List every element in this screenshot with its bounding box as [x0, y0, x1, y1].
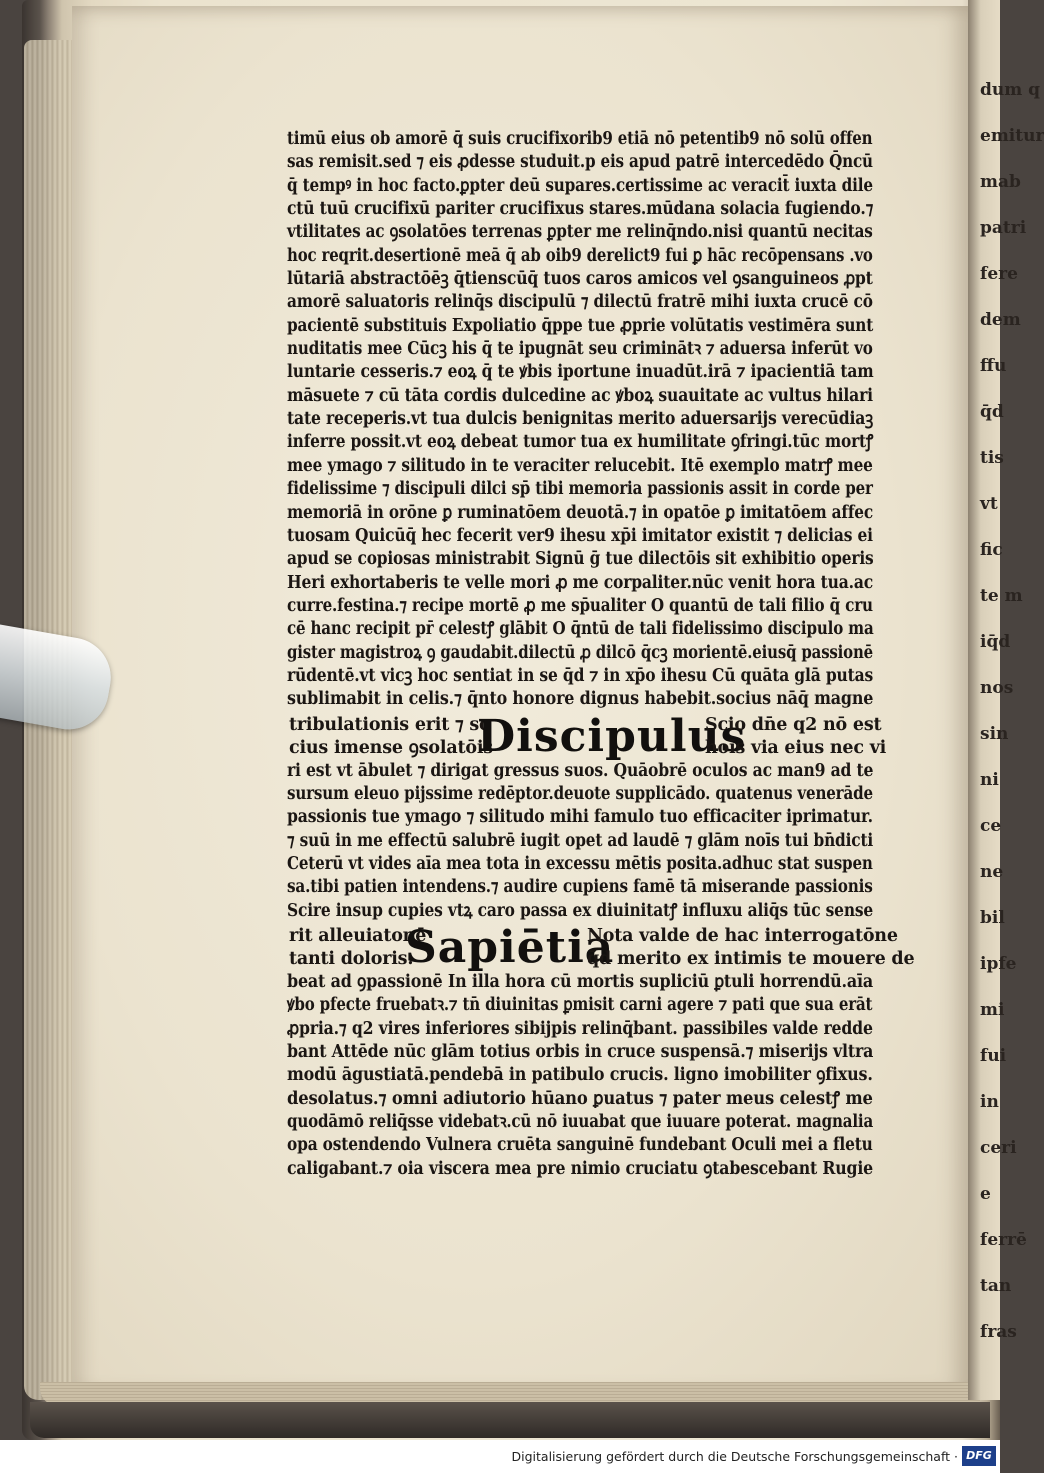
facing-fragment-18: bil [980, 908, 1005, 928]
facing-fragment-12: iq̄d [980, 632, 1011, 652]
facing-page-sliver [968, 0, 1044, 1400]
facing-fragment-10: fic [980, 540, 1003, 560]
text-line-bottom-8: caligabant.⁊ oia viscera mea pre nimio cruciatu ꝯtabescebant Rugie [287, 1158, 873, 1179]
text-line-top-1: sas remisit.sed ⁊ eis ꝓdesse studuit.p eis apud patrē intercedēdo Q̄ncū [287, 152, 873, 173]
text-line-middle-2: passionis tue ymago ⁊ silitudo mihi famulo tuo efficaciter iprimatur. [287, 807, 873, 828]
text-line-top-24: sublimabit in celis.⁊ q̄nto honore dignus habebit.socius nāq̄ magne [287, 689, 874, 710]
text-line-top-5: hoc reqrit.desertionē meā q̄ ab oib9 derelict9 fui ꝑ hāc recōpensans .vo [287, 245, 873, 266]
facing-fragment-13: nos [980, 678, 1014, 698]
heading-discipulus-row [287, 710, 887, 762]
text-line-top-18: apud se copiosas ministrabit Signū ḡ tue dilectōis sit exhibitio operis [287, 549, 874, 570]
heading2-right-line2: q̄d merito ex intimis te mouere de [587, 949, 915, 969]
text-line-top-11: māsuete ⁊ cū tāta cordis dulcedine ac ꝟboꝝ suauitate ac vultus hilari [287, 385, 873, 406]
facing-fragment-0: dum q [980, 80, 1041, 100]
text-line-middle-0: ri est vt ābulet ⁊ dirigat gressus suos. Quāobrē oculos ac man9 ad te [287, 760, 874, 781]
facing-fragment-21: fui [980, 1046, 1007, 1066]
facing-fragment-1: emitur [980, 126, 1044, 146]
text-line-top-3: ctū tuū crucifixū pariter crucifixus stares.mūdana solacia fugiendo.⁊ [287, 199, 874, 220]
text-line-middle-4: Ceterū vt vides aīa mea tota in excessu mētis posita.adhuc stat suspen [287, 853, 873, 874]
text-line-top-8: pacientē substituis Expoliatio q̄ppe tue ꝓprie volūtatis vestimēra sunt [287, 315, 874, 336]
text-line-top-0: timū eius ob amorē q̄ suis crucifixorib9 etiā nō petentib9 nō solū offen [287, 129, 873, 149]
facing-fragment-6: ffu [980, 356, 1007, 376]
facing-fragment-4: fere [980, 264, 1018, 284]
text-line-top-12: tate receperis.vt tua dulcis benignitas merito aduersarijs verecūdiaꝫ [287, 409, 874, 430]
facing-fragment-2: mab [980, 172, 1021, 192]
heading2-right-line1: Nota valde de hac interrogatōne [587, 926, 898, 946]
facing-fragment-22: in [980, 1092, 999, 1112]
facing-fragment-11: te m [980, 586, 1023, 606]
facing-fragment-23: ceri [980, 1138, 1017, 1158]
facing-fragment-3: patri [980, 218, 1027, 238]
text-line-top-19: Heri exhortaberis te velle mori ꝓ me corpaliter.nūc venit hora tua.ac [287, 572, 874, 593]
text-line-bottom-0: beat ad ꝯpassionē In illa hora cū mortis supliciū ꝑtuli horrendū.aīa [287, 972, 874, 992]
facing-fragment-20: mi [980, 1000, 1005, 1020]
heading2-left-line1: rit alleuiatonē [289, 926, 427, 946]
text-line-top-4: vtilitates ac ꝯsolatōes terrenas ꝑpter me relinq̄ndo.nisi quantū necitas [287, 222, 873, 243]
text-lines-bottom [287, 971, 877, 1181]
footer-bar [0, 1440, 1000, 1473]
text-line-top-21: cē hanc recipit pr̄ celestꝭ glābit O q̄ntū de tali fidelissimo discipulo ma [287, 619, 874, 640]
facing-fragment-27: fras [980, 1322, 1017, 1342]
book-cover-bottom [30, 1402, 990, 1438]
facing-fragment-8: tis [980, 448, 1004, 468]
text-line-top-20: curre.festina.⁊ recipe mortē ꝓ me sp̄ualiter O quantū de tali filio q̄ cru [287, 595, 873, 616]
text-line-bottom-1: ꝟbo pfecte fruebatꝛ.⁊ tn̄ diuinitas ꝑmisit carni agere ⁊ pati que sua erāt [287, 995, 873, 1016]
facing-fragment-5: dem [980, 310, 1021, 330]
text-line-top-6: lūtariā abstractōēꝫ q̄tienscūq̄ tuos caros amicos vel ꝯsanguineos ꝓpt [287, 269, 873, 290]
text-line-middle-1: sursum eleuo pijssime redēptor.deuote supplicādo. quatenus venerāde [287, 783, 873, 804]
facing-fragment-14: sin [980, 724, 1009, 744]
facing-fragment-26: tan [980, 1276, 1012, 1296]
text-line-top-13: inferre possit.vt eoꝝ debeat tumor tua ex humilitate ꝯfringi.tūc mortꝭ [287, 432, 874, 453]
heading-sapientia-row [287, 922, 915, 973]
text-line-middle-6: Scire insup cupies vtꝝ caro passa ex diuinitatꝭ influxu aliq̄s tūc sense [287, 900, 874, 921]
heading1-left-line1: tribulationis erit ⁊ so [289, 714, 491, 735]
text-lines-top [287, 128, 877, 712]
text-lines-middle [287, 760, 877, 923]
facing-fragment-17: ne [980, 862, 1004, 882]
text-line-bottom-2: ꝓpria.⁊ q2 vires inferiores sibijpis relinq̄bant. passibiles valde redde [287, 1018, 873, 1039]
text-line-top-7: amorē saluatoris relinq̄s discipulū ⁊ dilectū fratrē mihi iuxta crucē cō [287, 292, 873, 313]
text-block [287, 128, 915, 1181]
text-line-bottom-4: modū āgustiatā.pendebā in patibulo crucis. ligno imobiliter ꝯfixus. [287, 1065, 873, 1086]
text-line-middle-5: sa.tibi patien intendens.⁊ audire cupiens famē tā miserande passionis [287, 877, 873, 898]
heading-sapientia: Sapiētia [405, 922, 615, 973]
facing-fragment-25: ferrē [980, 1230, 1027, 1250]
facing-fragment-15: ni [980, 770, 999, 790]
text-line-top-15: fidelissime ⁊ discipuli dilci sp̄ tibi memoria passionis assit in corde per [287, 479, 873, 500]
facing-fragment-7: q̄d [980, 402, 1004, 422]
text-line-top-22: gister magistroꝝ ꝯ gaudabit.dilectū ꝓ dilcō q̄cꝫ morientē.eiusq̄ passionē [287, 642, 874, 663]
facing-fragment-16: ce [980, 816, 1002, 836]
facing-fragment-9: vt [980, 494, 998, 514]
facing-fragment-19: ipfe [980, 954, 1017, 974]
dfg-logo: DFG [962, 1446, 996, 1466]
footer-credit: Digitalisierung gefördert durch die Deutsche Forschungsgemeinschaft · [511, 1449, 958, 1464]
heading-discipulus: Discipulus [477, 710, 747, 762]
text-line-middle-3: ⁊ suū in me effectū salubrē iugit opet ad laudē ⁊ glām noīs tui bn̄dicti [287, 830, 874, 851]
text-line-bottom-7: opa ostendendo Vulnera cruēta sanguinē fundebant Oculi mei a fletu [287, 1135, 873, 1156]
heading1-right-line1: Scio dn̄e q2 nō est [705, 714, 882, 735]
text-line-top-9: nuditatis mee Cūcꝫ his q̄ te ipugnāt seu criminātꝛ ⁊ aduersa inferūt vo [287, 339, 873, 360]
text-line-bottom-6: quodāmō reliq̄sse videbatꝛ.cū nō iuuabat que iuuare poterat. magnalia [287, 1112, 874, 1133]
text-line-top-2: q̄ tempꝰ in hoc facto.ꝑpter deū supares.certissime ac veracit̄ iuxta dile [287, 175, 873, 196]
facing-fragment-24: e [980, 1184, 991, 1204]
text-line-top-17: tuosam Quicūq̄ hec fecerit ver9 ihesu xp̄i imitator existit ⁊ delicias ei [287, 525, 873, 546]
heading1-left-line2: cius imense ꝯsolatōis [289, 737, 493, 758]
text-line-bottom-3: bant Attēde nūc glām totius orbis in cruce suspensā.⁊ miserijs vltra [287, 1042, 874, 1063]
text-line-bottom-5: desolatus.⁊ omni adiutorio hūano ꝑuatus ⁊ pater meus celestꝭ me [287, 1088, 873, 1109]
text-line-top-10: luntarie cesseris.⁊ eoꝝ q̄ te ꝟbis iportune inuadūt.irā ⁊ ipacientiā tam [287, 362, 874, 383]
heading2-left-line2: tanti doloris. [289, 949, 414, 969]
heading1-right-line2: hoīs via eius nec vi [705, 737, 887, 758]
text-line-top-14: mee ymago ⁊ silitudo in te veraciter relucebit. Itē exemplo matrꝭ mee [287, 455, 873, 476]
text-line-top-16: memoriā in orōne ꝑ ruminatōem deuotā.⁊ in opatōe ꝑ imitatōem affec [287, 502, 873, 523]
text-line-top-23: rūdentē.vt vicꝫ hoc sentiat in se q̄d ⁊ in xp̄o ihesu Cū quāta glā putas [287, 665, 874, 686]
